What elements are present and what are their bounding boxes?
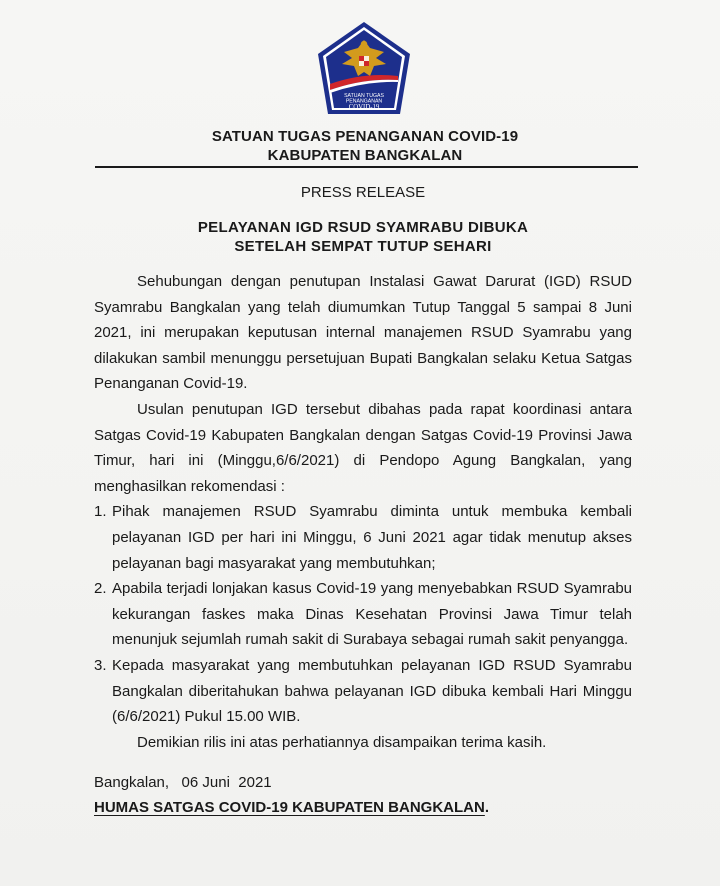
list-item-number: 3. xyxy=(94,656,107,674)
list-item xyxy=(94,499,632,576)
headline-line1: PELAYANAN IGD RSUD SYAMRABU DIBUKA xyxy=(197,219,529,236)
place-date-text: Bangkalan, 06 Juni 2021 xyxy=(94,774,272,791)
place-date xyxy=(94,774,272,791)
org-name-line1: SATUAN TUGAS PENANGANAN COVID-19 xyxy=(211,128,519,145)
recommendation-list xyxy=(94,499,632,729)
logo-text-line2: PENANGANAN xyxy=(345,98,383,105)
logo-text-line3: COVID-19 xyxy=(348,104,380,111)
list-item-number: 1. xyxy=(94,503,107,521)
closing-statement: Demikian rilis ini atas perhatiannya disampaikan terima kasih. xyxy=(137,733,547,751)
logo-text-line1: SATUAN TUGAS xyxy=(344,93,384,99)
satgas-covid19-logo xyxy=(314,18,414,118)
signature-suffix: . xyxy=(484,799,490,816)
press-release-label: PRESS RELEASE xyxy=(300,184,426,201)
list-item-text: Kepada masyarakat yang membutuhkan pelayanan IGD RSUD Syamrabu Bangkalan diberitahukan bahwa pelayanan IGD dibuka kembali Hari Minggu (6/6/2021) Pukul 15.00 WIB. xyxy=(112,656,632,726)
org-name-line2: KABUPATEN BANGKALAN xyxy=(267,147,463,164)
release-body xyxy=(94,269,632,755)
signature-name: HUMAS SATGAS COVID-19 KABUPATEN BANGKALAN xyxy=(94,799,485,816)
paragraph-1: Sehubungan dengan penutupan Instalasi Gawat Darurat (IGD) RSUD Syamrabu Bangkalan yang telah diumumkan Tutup Tanggal 5 sampai 8 Juni 2021, ini merupakan keputusan internal manajemen RSUD Syamrabu yang dilakukan sambil menunggu persetujuan Bupati Bangkalan selaku Ketua Satgas Penanganan Covid-19. xyxy=(94,273,632,393)
signature-block xyxy=(94,799,489,816)
list-item xyxy=(94,576,632,653)
headline-line2: SETELAH SEMPAT TUTUP SEHARI xyxy=(234,238,492,255)
paragraph-2: Usulan penutupan IGD tersebut dibahas pada rapat koordinasi antara Satgas Covid-19 Kabupaten Bangkalan dengan Satgas Covid-19 Provinsi Jawa Timur, hari ini (Minggu,6/6/2021) di Pendopo Agung Bangkalan, yang menghasilkan rekomendasi : xyxy=(94,400,632,495)
header-divider xyxy=(95,166,638,168)
list-item-text: Pihak manajemen RSUD Syamrabu diminta untuk membuka kembali pelayanan IGD per hari ini Minggu, 6 Juni 2021 agar tidak menutup akses pelayanan bagi masyarakat yang membutuhkan; xyxy=(112,503,632,572)
list-item-number: 2. xyxy=(94,580,107,598)
list-item xyxy=(94,653,632,730)
list-item-text: Apabila terjadi lonjakan kasus Covid-19 yang menyebabkan RSUD Syamrabu kekurangan faskes maka Dinas Kesehatan Provinsi Jawa Timur telah menunjuk sejumlah rumah sakit di Surabaya sebagai rumah sakit penyangga. xyxy=(112,580,632,649)
